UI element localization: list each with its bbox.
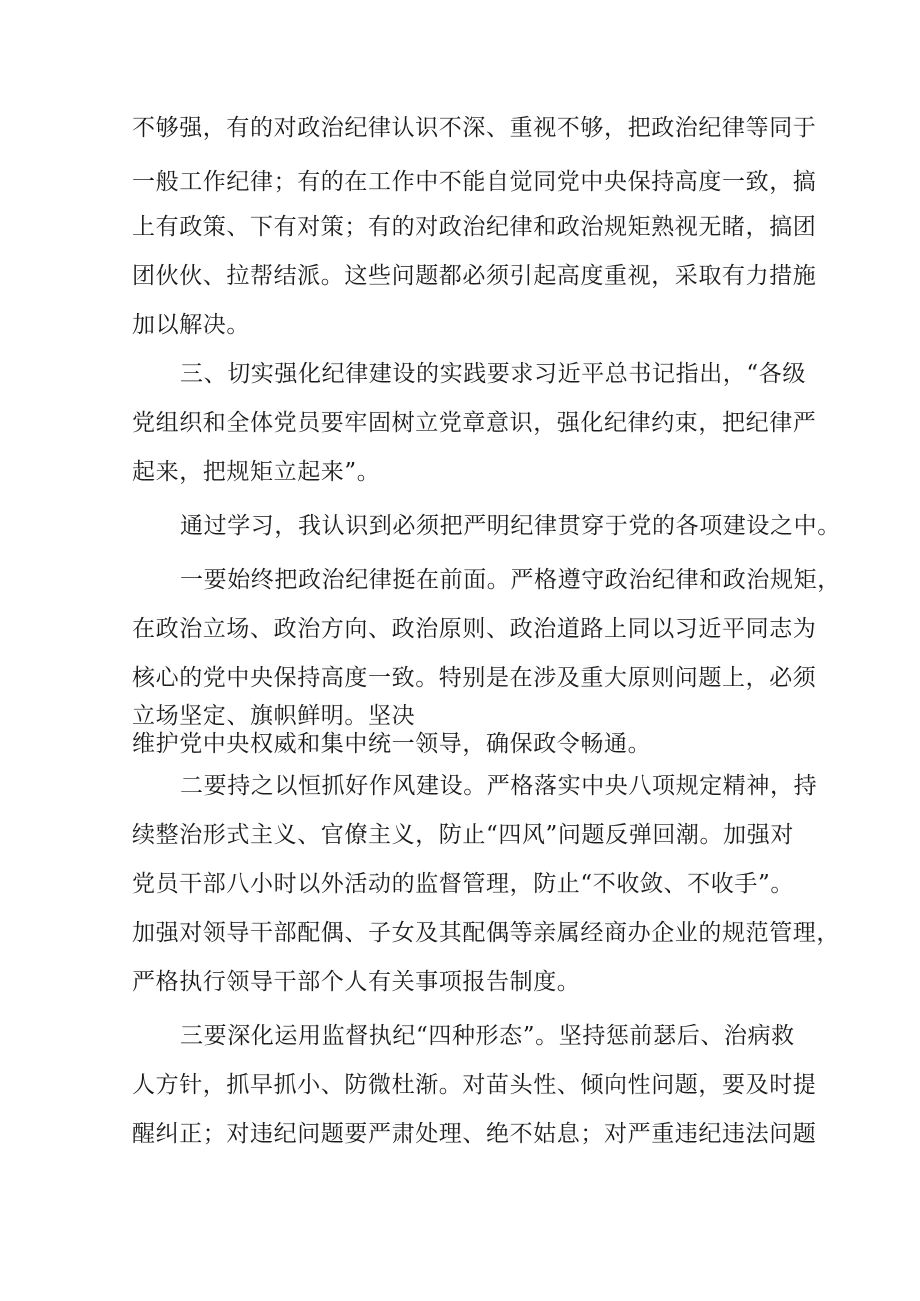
paragraph-first-line: 一要始终把政治纪律挺在前面。严格遵守政治纪律和政治规矩， [180,567,841,593]
text-line: 核心的党中央保持高度一致。特别是在涉及重大原则问题上，必须 [132,665,817,691]
paragraph-heading-line: 三、切实强化纪律建设的实践要求习近平总书记指出，“各级 [180,361,806,387]
text-line: 加以解决。 [132,312,250,338]
text-line: 醒纠正；对违纪问题要严肃处理、绝不姑息；对严重违纪违法问题 [132,1121,817,1147]
text-line: 立场坚定、旗帜鲜明。坚决 [132,703,416,729]
paragraph-first-line: 三要深化运用监督执纪“四种形态”。坚持惩前瑟后、治病救 [180,1023,795,1049]
text-line: 加强对领导干部配偶、子女及其配偶等亲属经商办企业的规范管理， [132,920,840,946]
text-line: 党组织和全体党员要牢固树立党章意识，强化纪律约束，把纪律严 [132,410,817,436]
paragraph-first-line: 通过学习，我认识到必须把严明纪律贯穿于党的各项建设之中。 [180,513,841,539]
text-line: 不够强，有的对政治纪律认识不深、重视不够，把政治纪律等同于 [132,115,817,141]
text-line: 团伙伙、拉帮结派。这些问题都必须引起高度重视，采取有力措施 [132,263,817,289]
text-line: 严格执行领导干部个人有关事项报告制度。 [132,969,581,995]
paragraph-first-line: 二要持之以恒抓好作风建设。严格落实中央八项规定精神，持 [180,773,818,799]
text-line: 在政治立场、政治方向、政治原则、政治道路上同以习近平同志为 [132,616,817,642]
text-line: 上有政策、下有对策；有的对政治纪律和政治规矩熟视无睹，搞团 [132,214,817,240]
text-line: 人方针，抓早抓小、防微杜渐。对苗头性、倾向性问题，要及时提 [132,1072,817,1098]
text-line: 一般工作纪律；有的在工作中不能自觉同党中央保持高度一致，搞 [132,169,817,195]
text-line: 党员干部八小时以外活动的监督管理，防止“不收敛、不收手”。 [132,871,794,897]
text-line: 续整治形式主义、官僚主义，防止“四风”问题反弹回潮。加强对 [132,822,794,848]
text-line: 起来，把规矩立起来”。 [132,459,381,485]
text-line: 维护党中央权威和集中统一领导，确保政令畅通。 [132,731,652,757]
